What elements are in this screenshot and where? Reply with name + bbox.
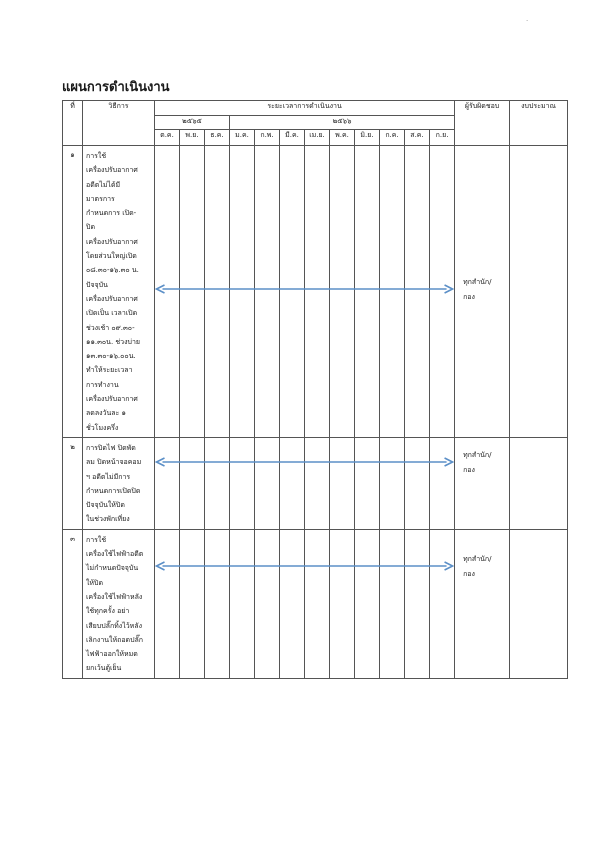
month-cell xyxy=(180,437,205,529)
method-line: ช่วงเช้า ๐๙.๓๐- xyxy=(86,323,135,332)
month-header: ก.ค. xyxy=(380,130,405,146)
month-cell xyxy=(205,529,230,678)
month-cell xyxy=(380,437,405,529)
row-number: ๒ xyxy=(63,437,83,529)
method-line: ฯ อดีตไม่มีการ xyxy=(86,472,131,481)
month-cell xyxy=(355,437,380,529)
method-line: ลดลงวันละ ๑ xyxy=(86,409,126,418)
method-line: กำหนดการ เปิด- xyxy=(86,209,137,218)
method-line: ทำให้ระยะเวลา xyxy=(86,366,133,375)
month-cell xyxy=(155,437,180,529)
method-cell xyxy=(83,146,155,438)
row-number: ๓ xyxy=(63,529,83,678)
header-year-2566: ๒๕๖๖ xyxy=(230,116,455,130)
method-line: เครื่องปรับอากาศ xyxy=(86,166,138,175)
table-row xyxy=(63,437,568,529)
responsible-line: กอง xyxy=(463,465,475,474)
method-line: ปิด xyxy=(86,223,95,232)
table-row xyxy=(63,529,568,678)
month-header: พ.ย. xyxy=(180,130,205,146)
month-cell xyxy=(405,437,430,529)
responsible-line: ทุกสำนัก/ xyxy=(463,277,492,286)
method-line: การทำงาน xyxy=(86,380,119,389)
month-cell xyxy=(305,437,330,529)
month-cell xyxy=(305,146,330,438)
method-line: ยกเว้นตู้เย็น xyxy=(86,664,122,673)
month-cell xyxy=(405,529,430,678)
corner-mark: · xyxy=(526,17,529,25)
month-cell xyxy=(280,146,305,438)
month-header: พ.ค. xyxy=(330,130,355,146)
header-responsible: ผู้รับผิดชอบ xyxy=(455,101,510,146)
month-cell xyxy=(430,437,455,529)
month-cell xyxy=(305,529,330,678)
month-header: มิ.ย. xyxy=(355,130,380,146)
month-cell xyxy=(230,529,255,678)
month-cell xyxy=(330,529,355,678)
month-cell xyxy=(380,529,405,678)
month-header: ส.ค. xyxy=(405,130,430,146)
method-cell xyxy=(83,437,155,529)
month-header: ก.พ. xyxy=(255,130,280,146)
month-header: เม.ย. xyxy=(305,130,330,146)
month-cell xyxy=(405,146,430,438)
method-line: เครื่องปรับอากาศ xyxy=(86,294,138,303)
operation-plan-table xyxy=(62,100,568,679)
page-title: แผนการดำเนินงาน xyxy=(62,80,170,95)
method-line: เครื่องใช้ไฟฟ้าอดีต xyxy=(86,550,144,559)
method-line: ใช้ทุกครั้ง อย่า xyxy=(86,607,130,616)
budget-cell xyxy=(510,146,568,438)
month-header: ก.ย. xyxy=(430,130,455,146)
method-line: ๑๑.๓๐น. ช่วงบ่าย xyxy=(86,337,140,346)
method-line: การใช้ xyxy=(86,535,107,544)
header-period: ระยะเวลาการดำเนินงาน xyxy=(155,101,455,116)
month-header: ม.ค. xyxy=(230,130,255,146)
method-line: การปิดไฟ ปิดพัด xyxy=(86,443,136,452)
month-cell xyxy=(205,146,230,438)
method-line: เปิดเป็น เวลาเปิด xyxy=(86,309,138,318)
budget-cell xyxy=(510,437,568,529)
month-header: ต.ค. xyxy=(155,130,180,146)
month-cell xyxy=(355,146,380,438)
header-year-2565: ๒๕๖๕ xyxy=(155,116,230,130)
method-line: ๑๓.๓๐-๑๖.๐๐น. xyxy=(86,352,136,361)
month-cell xyxy=(430,529,455,678)
month-cell xyxy=(255,437,280,529)
month-header: ธ.ค. xyxy=(205,130,230,146)
month-cell xyxy=(180,529,205,678)
method-line: ไฟฟ้าออกให้หมด xyxy=(86,650,138,659)
method-cell xyxy=(83,529,155,678)
method-line: มาตรการ xyxy=(86,194,115,203)
month-cell xyxy=(255,146,280,438)
month-cell xyxy=(430,146,455,438)
month-cell xyxy=(330,146,355,438)
header-method: วิธีการ xyxy=(83,101,155,146)
method-line: กำหนดการเปิดปิด xyxy=(86,486,141,495)
method-line: เครื่องปรับอากาศ xyxy=(86,395,138,404)
method-line: เครื่องใช้ไฟฟ้าหลัง xyxy=(86,592,143,601)
method-line: ชั่วโมงครึ่ง xyxy=(86,423,119,432)
method-line: อดีตไม่ได้มี xyxy=(86,180,121,189)
month-cell xyxy=(155,146,180,438)
month-header: มี.ค. xyxy=(280,130,305,146)
month-cell xyxy=(230,146,255,438)
month-cell xyxy=(180,146,205,438)
month-cell xyxy=(280,437,305,529)
month-cell xyxy=(155,529,180,678)
method-line: ลม ปิดหน้าจอคอม xyxy=(86,458,142,467)
responsible-line: ทุกสำนัก/ xyxy=(463,450,492,459)
month-cell xyxy=(330,437,355,529)
method-line: ไม่กำหนดปัจจุบัน xyxy=(86,564,139,573)
responsible-line: ทุกสำนัก/ xyxy=(463,554,492,563)
method-line: ปัจจุบัน xyxy=(86,280,108,289)
row-number: ๑ xyxy=(63,146,83,438)
month-cell xyxy=(380,146,405,438)
responsible-cell xyxy=(455,529,510,678)
budget-cell xyxy=(510,529,568,678)
responsible-line: กอง xyxy=(463,569,475,578)
method-line: เสียบปลั๊กทิ้งไว้หลัง xyxy=(86,621,142,630)
method-line: โดยส่วนใหญ่เปิด xyxy=(86,252,137,261)
method-line: ในช่วงพักเที่ยง xyxy=(86,515,130,524)
method-line: เครื่องปรับอากาศ xyxy=(86,237,138,246)
method-line: การใช้ xyxy=(86,152,107,160)
month-cell xyxy=(355,529,380,678)
method-line: เลิกงานให้ถอดปลั๊ก xyxy=(86,635,144,644)
responsible-cell xyxy=(455,437,510,529)
month-cell xyxy=(255,529,280,678)
header-no: ที่ xyxy=(63,101,83,146)
method-line: ๐๘.๓๐-๑๖.๓๐ น. xyxy=(86,266,139,275)
month-cell xyxy=(205,437,230,529)
method-line: ปัจจุบันให้ปิด xyxy=(86,501,125,510)
responsible-line: กอง xyxy=(463,292,475,301)
header-budget: งบประมาณ xyxy=(510,101,568,146)
method-line: ให้ปิด xyxy=(86,578,104,587)
table-row xyxy=(63,146,568,438)
month-cell xyxy=(280,529,305,678)
responsible-cell xyxy=(455,146,510,438)
month-cell xyxy=(230,437,255,529)
